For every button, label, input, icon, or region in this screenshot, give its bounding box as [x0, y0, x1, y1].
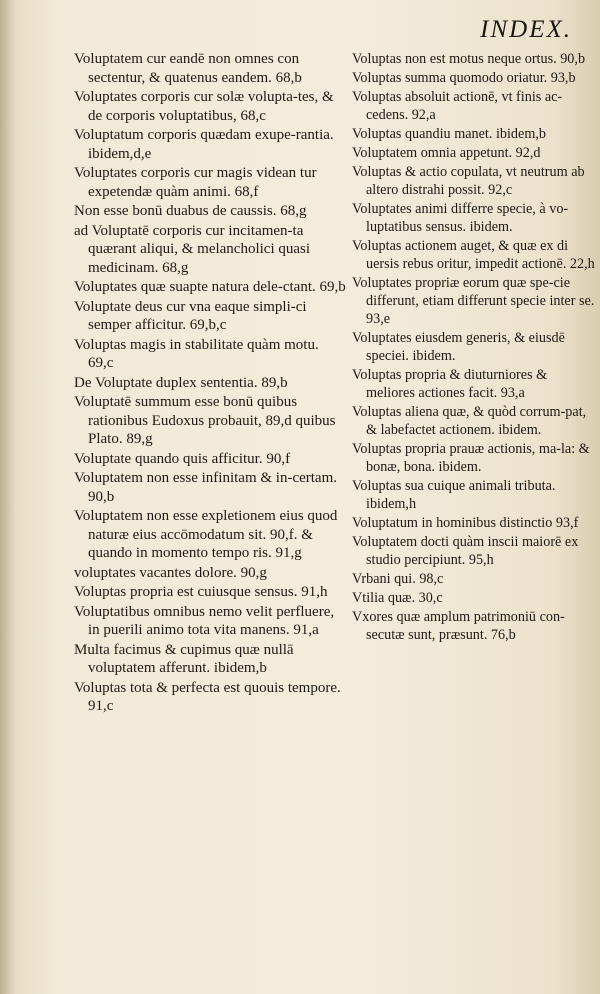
index-entry: Voluptate quando quis afficitur. 90,f: [74, 450, 291, 467]
index-entry: Multa facimus & cupimus quæ nullā voluptatem afferunt. ibidem,b: [74, 641, 294, 676]
index-entry: Voluptate deus cur vna eaque simpli-ci semper afficitur. 69,b,c: [74, 298, 307, 333]
index-entry: Voluptas tota & perfecta est quouis tempore. 91,c: [74, 679, 341, 714]
right-column: [352, 50, 598, 645]
index-entry: Voluptates corporis cur solæ volupta-tes, & de corporis voluptatibus, 68,c: [74, 89, 334, 124]
index-entry: Voluptatem non esse expletionem eius quod naturæ eius accōmodatum sit. 90,f. & quando in momento tempo ris. 91,g: [74, 508, 338, 561]
index-entry: Voluptatem docti quàm inscii maiorē ex studio percipiunt. 95,h: [352, 534, 579, 568]
page-header: INDEX.: [480, 16, 572, 43]
index-entry: Voluptas propria & diuturniores & meliores actiones facit. 93,a: [352, 367, 548, 401]
index-entry: Voluptatibus omnibus nemo velit perfluere, in puerili animo tota vita manens. 91,a: [74, 603, 335, 638]
index-entry: Voluptas propria est cuiusque sensus. 91,h: [74, 584, 328, 600]
index-entry: Vtilia quæ. 30,c: [352, 590, 443, 606]
index-entry: Voluptas summa quomodo oriatur. 93,b: [352, 70, 576, 86]
left-column: [74, 50, 346, 717]
gutter-shadow: [0, 0, 16, 994]
index-entry: Voluptates animi differre specie, à vo-luptatibus sensus. ibidem.: [352, 201, 569, 235]
index-entry: Voluptas absoluit actionē, vt finis ac-cedens. 92,a: [352, 89, 563, 123]
index-entry: Voluptas & actio copulata, vt neutrum ab altero distrahi possit. 92,c: [352, 164, 585, 198]
index-entry: voluptates vacantes dolore. 90,g: [74, 564, 267, 581]
index-entry: Voluptatum in hominibus distinctio 93,f: [352, 515, 579, 531]
index-entry: Vrbani qui. 98,c: [352, 571, 444, 587]
index-entry: Voluptatem omnia appetunt. 92,d: [352, 145, 541, 161]
index-entry: Voluptatē summum esse bonū quibus rationibus Eudoxus probauit, 89,d quibus Plato. 89,g: [74, 394, 336, 447]
index-entry: Voluptas propria prauæ actionis, ma-la: & bonæ, bona. ibidem.: [352, 441, 590, 475]
index-entry: Voluptates eiusdem generis, & eiusdē speciei. ibidem.: [352, 330, 565, 364]
index-entry: Voluptas magis in stabilitate quàm motu. 69,c: [74, 336, 319, 371]
index-entry: Voluptatum corporis quædam exupe-rantia. ibidem,d,e: [74, 127, 334, 162]
index-entry: Voluptas quandiu manet. ibidem,b: [352, 126, 547, 142]
index-entry: Voluptatem non esse infinitam & in-certam. 90,b: [74, 470, 337, 505]
index-entry: Voluptates corporis cur magis videan tur expetendæ quàm animi. 68,f: [74, 165, 317, 200]
index-entry: Voluptates propriæ eorum quæ spe-cie differunt, etiam differunt specie inter se. 93,e: [352, 275, 595, 327]
index-entry: Voluptas non est motus neque ortus. 90,b: [352, 51, 586, 67]
index-entry: De Voluptate duplex sententia. 89,b: [74, 374, 288, 391]
index-entry: ad Voluptatē corporis cur incitamen-ta quærant aliqui, & melancholici quasi medicinam. 68,g: [74, 222, 311, 276]
index-entry: Voluptas aliena quæ, & quòd corrum-pat, & labefactet actionem. ibidem.: [352, 404, 587, 438]
index-entry: Non esse bonū duabus de caussis. 68,g: [74, 203, 307, 219]
index-entry: Voluptas actionem auget, & quæ ex di uersis rebus oritur, impedit actionē. 22,h: [352, 238, 595, 272]
index-entry: Voluptatem cur eandē non omnes con sectentur, & quatenus eandem. 68,b: [74, 51, 302, 86]
index-entry: Voluptates quæ suapte natura dele-ctant. 69,b: [74, 279, 346, 295]
index-entry: Vxores quæ amplum patrimoniū con-secutæ sunt, præsunt. 76,b: [352, 609, 565, 643]
index-entry: Voluptas sua cuique animali tributa. ibidem,h: [352, 478, 556, 512]
